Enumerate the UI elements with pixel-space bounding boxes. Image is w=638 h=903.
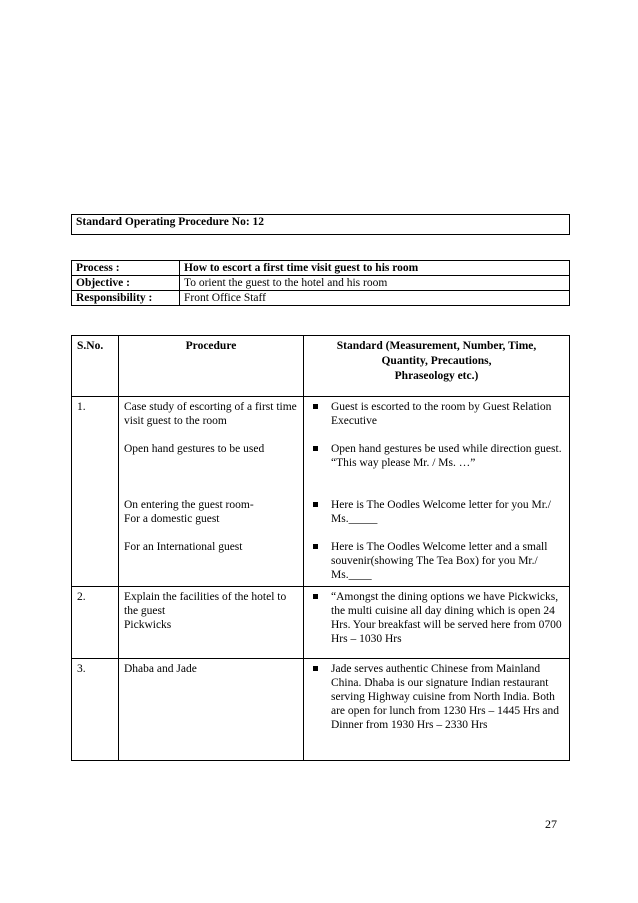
- meta-row-objective: [72, 276, 570, 291]
- procedure-text: Pickwicks: [124, 619, 172, 631]
- standard-bullet: [309, 498, 564, 526]
- table-row: [72, 397, 570, 587]
- header-standard-line: Standard (Measurement, Number, Time,: [336, 340, 537, 352]
- page-number: 27: [545, 817, 557, 831]
- meta-value: Front Office Staff: [180, 291, 570, 306]
- header-standard: [304, 336, 570, 397]
- row-procedure: [119, 397, 304, 587]
- procedure-text: On entering the guest room-: [124, 499, 254, 511]
- square-bullet-icon: [313, 446, 318, 451]
- standard-text: Jade serves authentic Chinese from Mainland China. Dhaba is our signature Indian restaurant serving Highway cuisine from North India. Both are open for lunch from 1230 Hrs – 1445 Hrs and Dinner from 1930 Hrs – 2330 Hrs: [331, 663, 560, 731]
- square-bullet-icon: [313, 666, 318, 671]
- header-standard-line: Phraseology etc.): [394, 370, 479, 382]
- meta-key: Responsibility :: [72, 291, 180, 306]
- table-row: [72, 659, 570, 761]
- row-sno: 1.: [72, 397, 119, 587]
- standard-text: Guest is escorted to the room by Guest Relation Executive: [331, 401, 552, 427]
- procedure-text: Case study of escorting of a first time visit guest to the room: [124, 401, 297, 427]
- square-bullet-icon: [313, 502, 318, 507]
- standard-bullet: [309, 400, 564, 428]
- standard-bullet: [309, 442, 564, 470]
- procedure-text: For an International guest: [124, 541, 243, 553]
- row-standard: [304, 659, 570, 761]
- sop-title: Standard Operating Procedure No: 12: [72, 215, 570, 235]
- standard-text: “Amongst the dining options we have Pickwicks, the multi cuisine all day dining which is open 24 Hrs. Your breakfast will be served here from 0700 Hrs – 1030 Hrs: [331, 591, 562, 645]
- standard-bullet: [309, 590, 564, 646]
- header-procedure: Procedure: [119, 336, 304, 397]
- meta-row-responsibility: [72, 291, 570, 306]
- meta-value: To orient the guest to the hotel and his room: [180, 276, 570, 291]
- standard-text: Here is The Oodles Welcome letter for you Mr./ Ms._____: [331, 499, 551, 525]
- procedure-text: Open hand gestures to be used: [124, 443, 265, 455]
- row-sno: 3.: [72, 659, 119, 761]
- square-bullet-icon: [313, 594, 318, 599]
- standard-text: Open hand gestures be used while direction guest. “This way please Mr. / Ms. …”: [331, 443, 562, 469]
- procedure-text: Explain the facilities of the hotel to the guest: [124, 591, 287, 617]
- table-header-row: [72, 336, 570, 397]
- row-standard: [304, 587, 570, 659]
- standard-bullet: [309, 540, 564, 582]
- row-standard: [304, 397, 570, 587]
- row-sno: 2.: [72, 587, 119, 659]
- procedure-text: For a domestic guest: [124, 513, 220, 525]
- meta-table: [71, 260, 570, 306]
- meta-row-process: [72, 261, 570, 276]
- row-procedure: Dhaba and Jade: [119, 659, 304, 761]
- sop-header-table: [71, 214, 570, 235]
- meta-key: Objective :: [72, 276, 180, 291]
- table-row: [72, 587, 570, 659]
- procedure-table: [71, 335, 570, 761]
- standard-bullet: [309, 662, 564, 732]
- meta-value: How to escort a first time visit guest to his room: [180, 261, 570, 276]
- square-bullet-icon: [313, 544, 318, 549]
- header-sno: S.No.: [72, 336, 119, 397]
- standard-text: Here is The Oodles Welcome letter and a small souvenir(showing The Tea Box) for you Mr./ Ms.____: [331, 541, 548, 581]
- header-standard-line: Quantity, Precautions,: [381, 355, 492, 367]
- row-procedure: [119, 587, 304, 659]
- meta-key: Process :: [72, 261, 180, 276]
- square-bullet-icon: [313, 404, 318, 409]
